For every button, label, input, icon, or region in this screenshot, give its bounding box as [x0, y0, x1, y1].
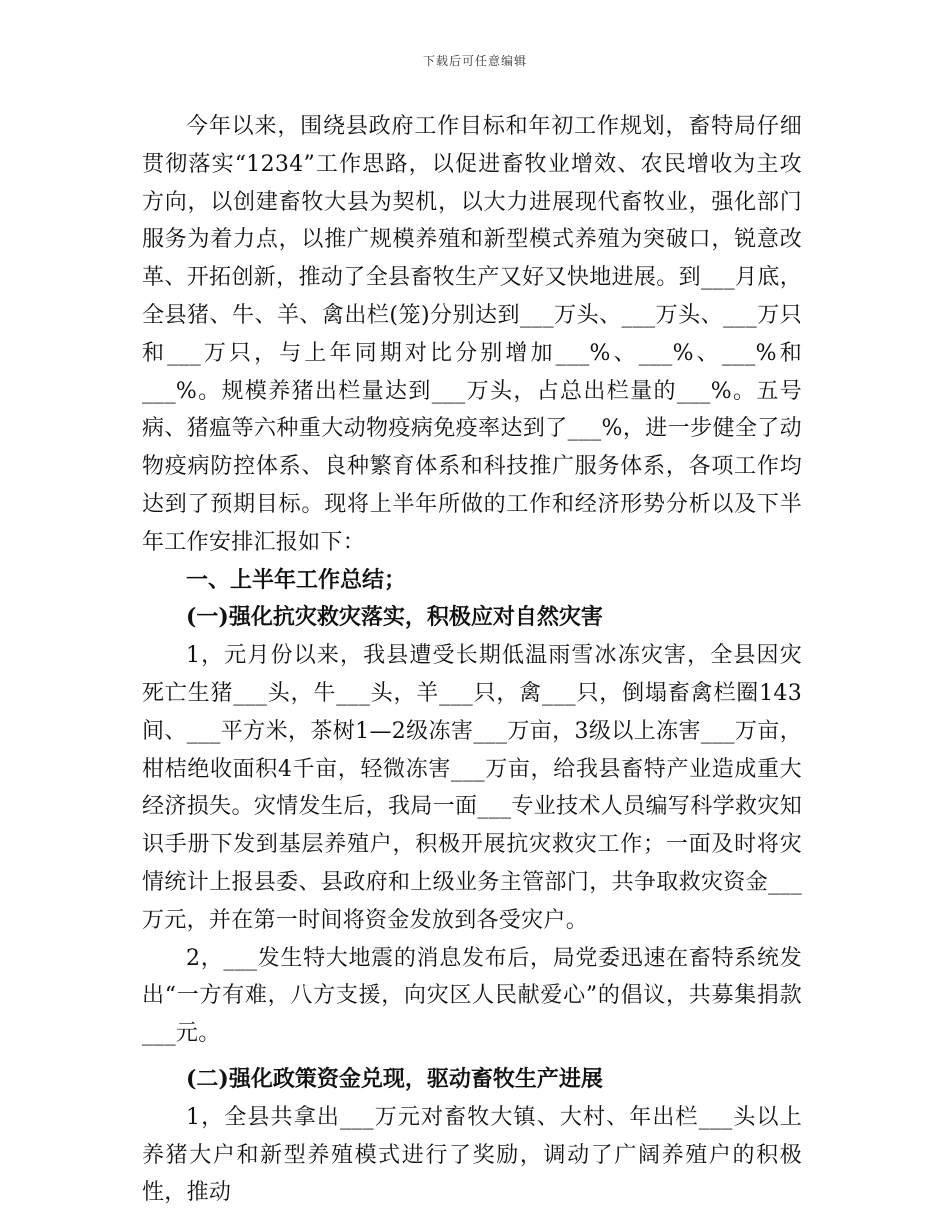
section-1-heading: 一、上半年工作总结； [186, 566, 407, 593]
page-header-note: 下载后可任意编辑 [422, 54, 527, 68]
subsection-1-heading: (一)强化抗灾救灾落实，积极应对自然灾害 [186, 604, 603, 631]
subsection-2-item-1: 1，全县共拿出___万元对畜牧大镇、大村、年出栏___头以上养猪大户和新型养殖模式进行了奖励，调动了广阔养殖户的积极性，推动 [142, 1104, 802, 1206]
document-body [142, 108, 802, 1212]
subsection-2-heading: (二)强化政策资金兑现，驱动畜牧生产进展 [186, 1065, 603, 1092]
intro-paragraph: 今年以来，围绕县政府工作目标和年初工作规划，畜特局仔细贯彻落实“1234”工作思路，以促进畜牧业增效、农民增收为主攻方向，以创建畜牧大县为契机，以大力进展现代畜牧业，强化部门服务为着力点，以推广规模养殖和新型模式养殖为突破口，锐意改革、开拓创新，推动了全县畜牧生产又好又快地进展。到___月底，全县猪、牛、羊、禽出栏(笼)分别达到___万头、___万头、___万只和___万只，与上年同期对比分别增加___%、___%、___%和___%。规模养猪出栏量达到___万头，占总出栏量的___%。五号病、猪瘟等六种重大动物疫病免疫率达到了___%，进一步健全了动物疫病防控体系、良种繁育体系和科技推广服务体系，各项工作均达到了预期目标。现将上半年所做的工作和经济形势分析以及下半年工作安排汇报如下： [142, 114, 802, 555]
subsection-1-item-1: 1，元月份以来，我县遭受长期低温雨雪冰冻灾害，全县因灾死亡生猪___头，牛___头，羊___只，禽___只，倒塌畜禽栏圈143间、___平方米，茶树1—2级冻害___万亩，3级以上冻害___万亩，柑桔绝收面积4千亩，轻微冻害___万亩，给我县畜特产业造成重大经济损失。灾情发生后，我局一面___专业技术人员编写科学救灾知识手册下发到基层养殖户，积极开展抗灾救灾工作；一面及时将灾情统计上报县委、县政府和上级业务主管部门，共争取救灾资金___万元，并在第一时间将资金发放到各受灾户。 [142, 643, 802, 933]
subsection-1-item-2: 2，___发生特大地震的消息发布后，局党委迅速在畜特系统发出“一方有难，八方支援，向灾区人民献爱心”的倡议，共募集捐款___元。 [142, 945, 802, 1047]
